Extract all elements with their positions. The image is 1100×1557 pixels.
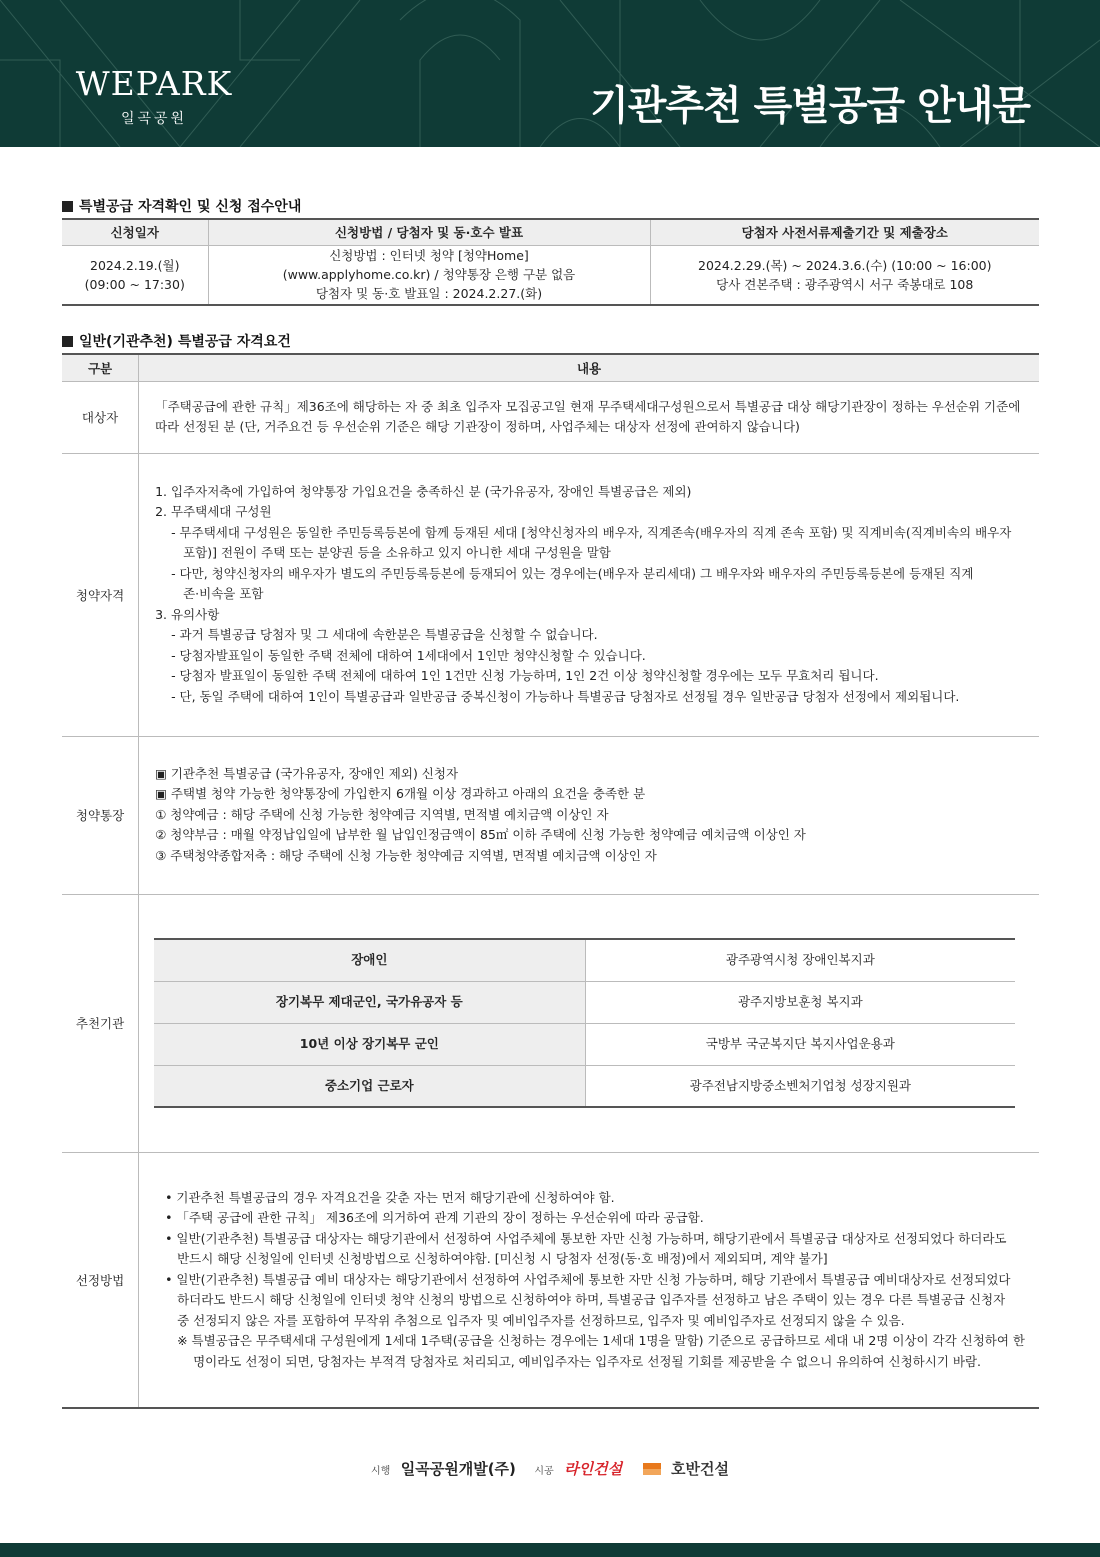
agency-row xyxy=(154,1023,1015,1065)
header-content: 내용 xyxy=(139,354,1039,381)
row-label: 선정방법 xyxy=(62,1152,139,1408)
header-method: 신청방법 / 당첨자 및 동·호수 발표 xyxy=(208,219,650,245)
row-account xyxy=(62,736,1039,894)
document-title: 기관추천 특별공급 안내문 xyxy=(590,83,1030,129)
brand xyxy=(64,66,244,128)
header-category: 구분 xyxy=(62,354,139,381)
row-label: 청약자격 xyxy=(62,453,139,736)
row-content: 「주택공급에 관한 규칙」제36조에 해당하는 자 중 최초 입주자 모집공고일 현재 무주택세대구성원으로서 특별공급 대상 해당기관장이 정하는 우선순위 기준에 따라 선정된 분 (단, 거주요건 등 우선순위 기준은 해당 기관장이 정하며, 사업주체는 대상자 선정에 관여하지 않습니다) xyxy=(139,381,1039,453)
header-banner xyxy=(0,0,1100,147)
section1-title: 특별공급 자격확인 및 신청 접수안내 xyxy=(62,196,301,216)
row-content: 1. 입주자저축에 가입하여 청약통장 가입요건을 충족하신 분 (국가유공자, 장애인 특별공급은 제외) 2. 무주택세대 구성원 - 무주택세대 구성원은 동일한 주민등록등본에 함께 등재된 세대 [청약신청자의 배우자, 직계존속(배우자의 직계 존속 포함) 및 직계비속(직계비속의 배우자 포함)] 전원이 주택 또는 분양권 등을 소유하고 있지 아니한 세대 구성원을 말함 - 다만, 청약신청자의 배우자가 별도의 주민등록등본에 등재되어 있는 경우에는(배우자 분리세대) 그 배우자와 배우자의 주민등록등본에 등재된 직계 존·비속을 포함 3. 유의사항 - 과거 특별공급 당첨자 및 그 세대에 속한분은 특별공급을 신청할 수 없습니다. - 당첨자발표일이 동일한 주택 전체에 대하여 1세대에서 1인만 청약신청할 수 있습니다. - 당첨자 발표일이 동일한 주택 전체에 대하여 1인 1건만 신청 가능하며, 1인 2건 이상 청약신청할 경우에는 모두 무효처리 됩니다. - 단, 동일 주택에 대하여 1인이 특별공급과 일반공급 중복신청이 가능하나 특별공급 당첨자로 선정될 경우 일반공급 당첨자 선정에서 제외됩니다. xyxy=(139,453,1039,736)
header-date: 신청일자 xyxy=(62,219,208,245)
agency-type: 10년 이상 장기복무 군인 xyxy=(154,1023,585,1065)
hoban-logo-icon xyxy=(643,1463,661,1475)
row-label: 청약통장 xyxy=(62,736,139,894)
square-bullet-icon xyxy=(62,336,73,347)
row-label: 추천기관 xyxy=(62,894,139,1152)
header-docs: 당첨자 사전서류제출기간 및 제출장소 xyxy=(650,219,1039,245)
builder-label: 시공 xyxy=(534,1466,554,1477)
cell-method: 신청방법 : 인터넷 청약 [청약Home] (www.applyhome.co.kr) / 청약통장 은행 구분 없음 당첨자 및 동·호 발표일 : 2024.2.27.(화) xyxy=(208,245,650,305)
row-label: 대상자 xyxy=(62,381,139,453)
agency-org: 광주전남지방중소벤처기업청 성장지원과 xyxy=(585,1065,1015,1107)
row-selection xyxy=(62,1152,1039,1408)
agency-row xyxy=(154,981,1015,1023)
brand-logo: WEPARK xyxy=(75,64,233,103)
row-target xyxy=(62,381,1039,453)
row-qualification xyxy=(62,453,1039,736)
agency-org: 광주지방보훈청 복지과 xyxy=(585,981,1015,1023)
builder1-logo: 라인건설 xyxy=(564,1460,623,1478)
cell-date: 2024.2.19.(월) (09:00 ~ 17:30) xyxy=(84,257,185,292)
agency-type: 장애인 xyxy=(154,939,585,981)
row-agency xyxy=(62,894,1039,1152)
qualification-table xyxy=(62,353,1039,1409)
agency-row xyxy=(154,939,1015,981)
row-content: • 기관추천 특별공급의 경우 자격요건을 갖춘 자는 먼저 해당기관에 신청하여야 함. • 「주택 공급에 관한 규칙」 제36조에 의거하여 관계 기관의 장이 정하는 우선순위에 따라 공급함. • 일반(기관추천) 특별공급 대상자는 해당기관에서 선정하여 사업주체에 통보한 자만 신청 가능하며, 해당기관에서 특별공급 대상자로 선정되었다 하더라도 반드시 해당 신청일에 인터넷 신청방법으로 신청하여야함. [미신청 시 당첨자 선정(동·호 배정)에서 제외되며, 계약 불가] • 일반(기관추천) 특별공급 예비 대상자는 해당기관에서 선정하여 사업주체에 통보한 자만 신청 가능하며, 해당 기관에서 특별공급 예비대상자로 선정되었다 하더라도 반드시 해당 신청일에 인터넷 청약 신청의 방법으로 신청하여야 하며, 특별공급 입주자를 선정하고 남은 주택이 있는 경우 다른 특별공급 신청자 중 선정되지 않은 자를 포함하여 무작위 추첨으로 입주자 및 예비입주자를 선정하므로, 입주자 및 예비입주자로 선정되지 않을 수 있음. ※ 특별공급은 무주택세대 구성원에게 1세대 1주택(공급을 신청하는 경우에는 1세대 1명을 말함) 기준으로 공급하므로 세대 내 2명 이상이 각각 신청하여 한 명이라도 선정이 되면, 당첨자는 부적격 당첨자로 처리되고, 예비입주자는 입주자로 선정될 기회를 제공받을 수 없으니 유의하여 신청하시기 바람. xyxy=(139,1152,1039,1408)
brand-sub: 일곡공원 xyxy=(120,111,188,127)
builder2-logo: 호반건설 xyxy=(671,1460,729,1478)
developer-name: 일곡공원개발(주) xyxy=(400,1460,516,1478)
bottom-bar xyxy=(0,1543,1100,1557)
section2-title: 일반(기관추천) 특별공급 자격요건 xyxy=(62,331,291,351)
agency-type: 장기복무 제대군인, 국가유공자 등 xyxy=(154,981,585,1023)
application-info-table xyxy=(62,218,1039,306)
developer-label: 시행 xyxy=(370,1466,391,1477)
footer xyxy=(0,1458,1100,1479)
row-content xyxy=(139,894,1039,1152)
agency-table xyxy=(154,938,1015,1108)
agency-type: 중소기업 근로자 xyxy=(154,1065,585,1107)
cell-docs: 2024.2.29.(목) ~ 2024.3.6.(수) (10:00 ~ 16:00) 당사 견본주택 : 광주광역시 서구 죽봉대로 108 xyxy=(650,245,1039,305)
agency-org: 광주광역시청 장애인복지과 xyxy=(725,952,875,967)
square-bullet-icon xyxy=(62,201,73,212)
agency-row xyxy=(154,1065,1015,1107)
agency-org: 국방부 국군복지단 복지사업운용과 xyxy=(585,1023,1015,1065)
row-content: ▣ 기관추천 특별공급 (국가유공자, 장애인 제외) 신청자 ▣ 주택별 청약 가능한 청약통장에 가입한지 6개월 이상 경과하고 아래의 요건을 충족한 분 ① 청약예금 : 해당 주택에 신청 가능한 청약예금 지역별, 면적별 예치금액 이상인 자 ② 청약부금 : 매월 약정납입일에 납부한 월 납입인정금액이 85㎡ 이하 주택에 신청 가능한 청약예금 예치금액 이상인 자 ③ 주택청약종합저축 : 해당 주택에 신청 가능한 청약예금 지역별, 면적별 예치금액 이상인 자 xyxy=(139,736,1039,894)
